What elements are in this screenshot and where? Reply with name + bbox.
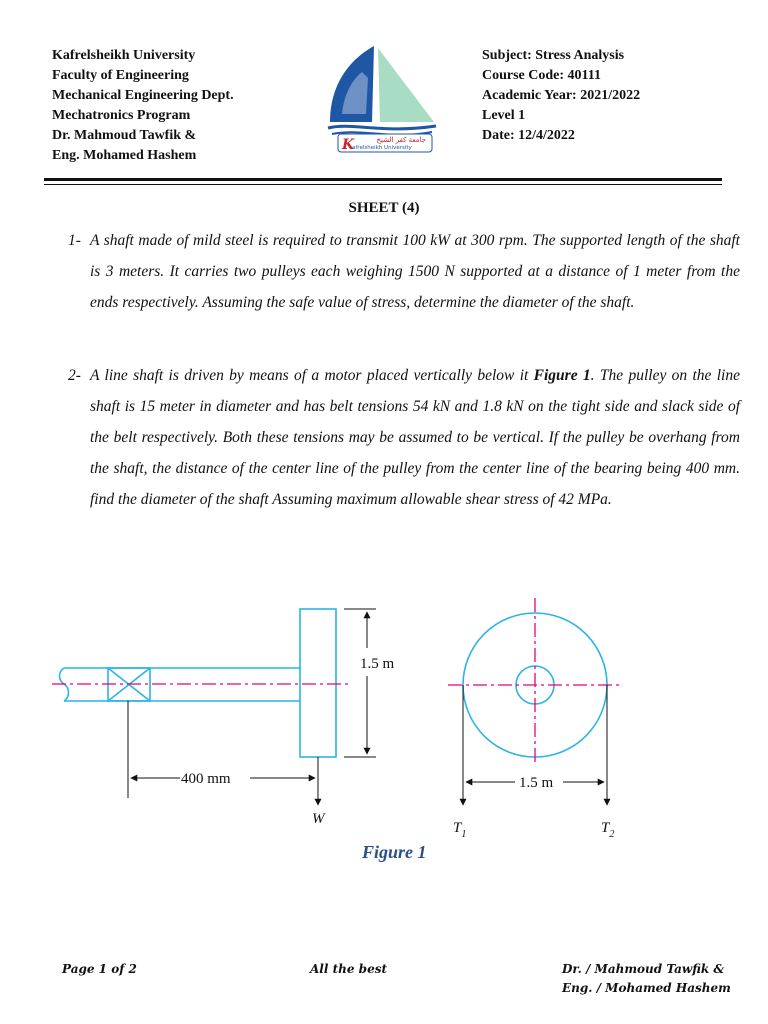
date: Date: 12/4/2022 [482, 128, 575, 143]
program-name: Mechatronics Program [52, 108, 191, 123]
question-2 [68, 360, 740, 515]
offset-dimension [128, 701, 318, 805]
question-number: 2- [68, 367, 81, 384]
header-divider-thin [44, 184, 722, 185]
faculty-name: Faculty of Engineering [52, 68, 189, 83]
university-logo [322, 42, 442, 160]
footer-page-number: Page 1 of 2 [62, 962, 137, 976]
height-dimension [344, 609, 376, 757]
question-text: A shaft made of mild steel is required to transmit 100 kW at 300 rpm. The supported length of the shaft is 3 meters. It carries two pulleys each weighing 1500 N supported at a distance of 1 meter from the ends respectively. Assuming the safe value of stress, determine the diameter of the shaft. [90, 232, 740, 311]
offset-label: 400 mm [181, 771, 231, 787]
weight-label: W [312, 811, 325, 827]
logo-letter: K [342, 137, 355, 153]
subject: Subject: Stress Analysis [482, 48, 625, 63]
footer-author-1: Dr. / Mahmoud Tawfik & [562, 962, 725, 976]
footer-author-2: Eng. / Mohamed Hashem [562, 981, 731, 995]
t1-label: $T_1$ [453, 820, 467, 840]
header-left-block [52, 46, 234, 166]
header-right-block [482, 46, 640, 146]
question-1 [68, 225, 740, 318]
shaft [60, 609, 337, 757]
height-label: 1.5 m [360, 656, 395, 672]
logo-arabic-text: جامعة كفر الشيخ [376, 136, 426, 144]
sheet-title: SHEET (4) [348, 200, 420, 216]
department-name: Mechanical Engineering Dept. [52, 88, 234, 103]
footer-authors [562, 960, 731, 998]
academic-year: Academic Year: 2021/2022 [482, 88, 641, 103]
figure-reference: Figure 1 [533, 367, 591, 384]
instructor-name: Dr. Mahmoud Tawfik & [52, 128, 197, 143]
logo-english-text: afrelsheikh University [352, 145, 412, 151]
figure-caption: Figure 1 [362, 842, 427, 862]
question-text: A line shaft is driven by means of a motor placed vertically below it Figure 1. The pulley on the line shaft is 15 meter in diameter and has belt tensions 54 kN and 1.8 kN on the tight side and slack side of the belt respectively. Both these tensions may be assumed to be vertical. If the pulley be overhang from the shaft, the distance of the center line of the pulley from the center line of the bearing being 400 mm. find the diameter of the shaft Assuming maximum allowable shear stress of 42 MPa. [90, 367, 740, 508]
course-code: Course Code: 40111 [482, 68, 601, 83]
university-name: Kafrelsheikh University [52, 48, 196, 63]
t2-label: $T_2$ [601, 820, 615, 840]
level: Level 1 [482, 108, 526, 123]
assistant-name: Eng. Mohamed Hashem [52, 148, 197, 163]
question-number: 1- [68, 232, 81, 249]
width-label: 1.5 m [519, 775, 554, 791]
footer-center-text: All the best [310, 962, 388, 976]
header-divider-thick [44, 178, 722, 181]
figure-1-diagram [40, 590, 640, 840]
pulley-centerlines [448, 598, 622, 765]
